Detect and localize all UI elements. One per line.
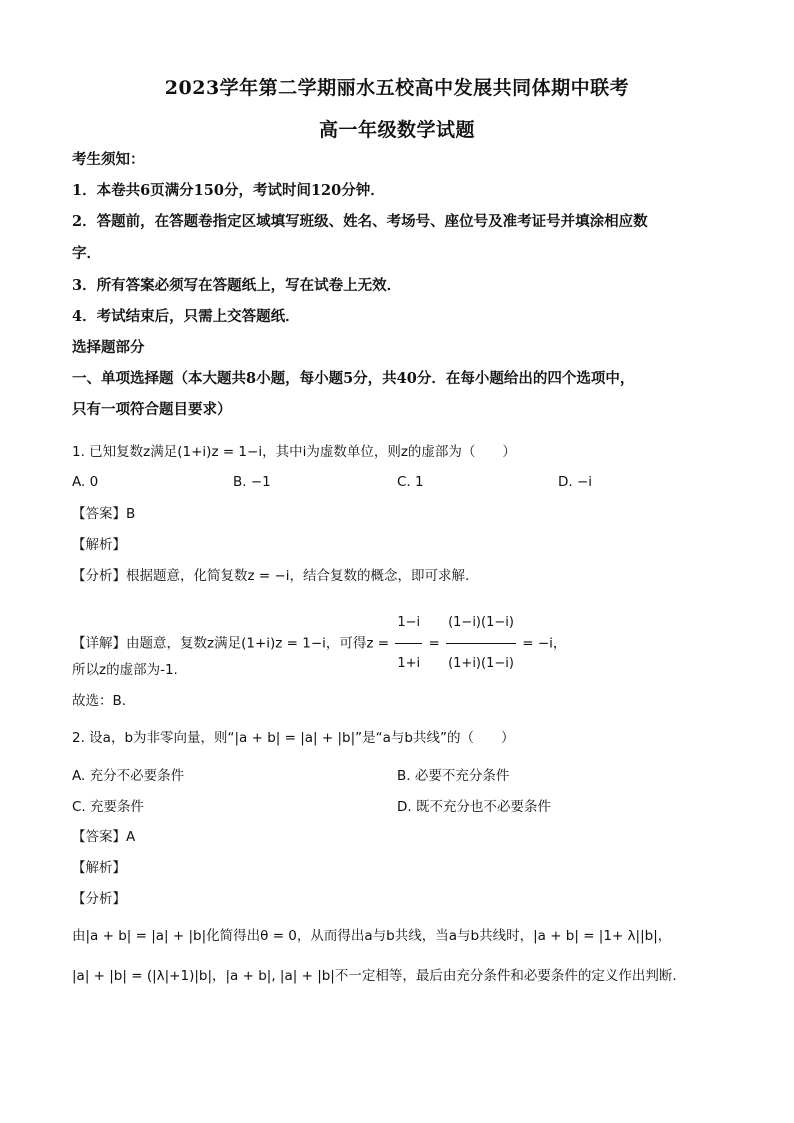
q1-analysis-label: 【解析】 <box>72 537 126 553</box>
q1-fraction-2 <box>446 603 516 684</box>
q1-fraction-1-den: 1+i <box>397 656 421 671</box>
q1-option-d: D. −i <box>558 474 593 490</box>
q2-option-a: A. 充分不必要条件 <box>72 768 185 784</box>
q2-analysis-line-2: |a| + |b| = (|λ|+1)|b|，|a + b|, |a| + |b|不一定相等，最后由充分条件和必要条件的定义作出判断. <box>72 968 677 984</box>
q1-answer: 【答案】B <box>72 506 136 522</box>
part-heading: 一、单项选择题（本大题共8小题，每小题5分，共40分．在每小题给出的四个选项中， <box>72 370 635 387</box>
notice-item-1: 1．本卷共6页满分150分，考试时间120分钟． <box>72 182 385 199</box>
notice-item-3: 3．所有答案必须写在答题纸上，写在试卷上无效． <box>72 277 402 294</box>
q2-option-b: B. 必要不充分条件 <box>397 768 510 784</box>
q2-stem: 2. 设a，b为非零向量，则“|a + b| = |a| + |b|”是“a与b共线”的（ ） <box>72 730 515 746</box>
q2-analysis-line-1: 由|a + b| = |a| + |b|化简得出θ = 0，从而得出a与b共线，当a与b共线时，|a + b| = |1+ λ||b|， <box>72 928 672 944</box>
part-heading-cont: 只有一项符合题目要求） <box>72 401 232 418</box>
q1-fraction-2-den: (1+i)(1−i) <box>448 656 514 671</box>
q1-detail-prefix: 【详解】由题意，复数z满足(1+i)z = 1−i，可得z = <box>72 635 390 652</box>
q1-option-b: B. −1 <box>233 474 271 490</box>
equals-sign: = <box>428 635 440 652</box>
q1-fenxi: 【分析】根据题意，化简复数z = −i，结合复数的概念，即可求解. <box>72 568 470 584</box>
section-heading: 选择题部分 <box>72 339 145 356</box>
q2-analysis-label: 【解析】 <box>72 860 126 876</box>
q2-answer: 【答案】A <box>72 829 136 845</box>
q1-stem: 1. 已知复数z满足(1+i)z = 1−i，其中i为虚数单位，则z的虚部为（ ） <box>72 444 516 460</box>
exam-subtitle: 高一年级数学试题 <box>318 119 475 141</box>
q1-detail-suffix: = −i， <box>522 635 567 652</box>
notice-item-4: 4．考试结束后，只需上交答题纸． <box>72 308 300 325</box>
q1-fraction-1 <box>395 603 422 684</box>
q1-fraction-1-num: 1−i <box>395 603 422 644</box>
q2-fenxi: 【分析】 <box>72 891 126 907</box>
q1-fraction-2-num: (1−i)(1−i) <box>446 603 516 644</box>
q1-conclusion: 所以z的虚部为-1. <box>72 662 178 678</box>
q2-option-c: C. 充要条件 <box>72 799 145 815</box>
notice-heading: 考生须知： <box>72 151 145 168</box>
exam-title: 2023学年第二学期丽水五校高中发展共同体期中联考 <box>164 77 630 99</box>
notice-item-2-cont: 字． <box>72 245 101 262</box>
notice-item-2: 2．答题前，在答题卷指定区域填写班级、姓名、考场号、座位号及准考证号并填涂相应数 <box>72 213 648 230</box>
q1-option-c: C. 1 <box>397 474 424 490</box>
q1-option-a: A. 0 <box>72 474 99 490</box>
q1-choose: 故选：B. <box>72 693 127 709</box>
q2-option-d: D. 既不充分也不必要条件 <box>397 799 551 815</box>
